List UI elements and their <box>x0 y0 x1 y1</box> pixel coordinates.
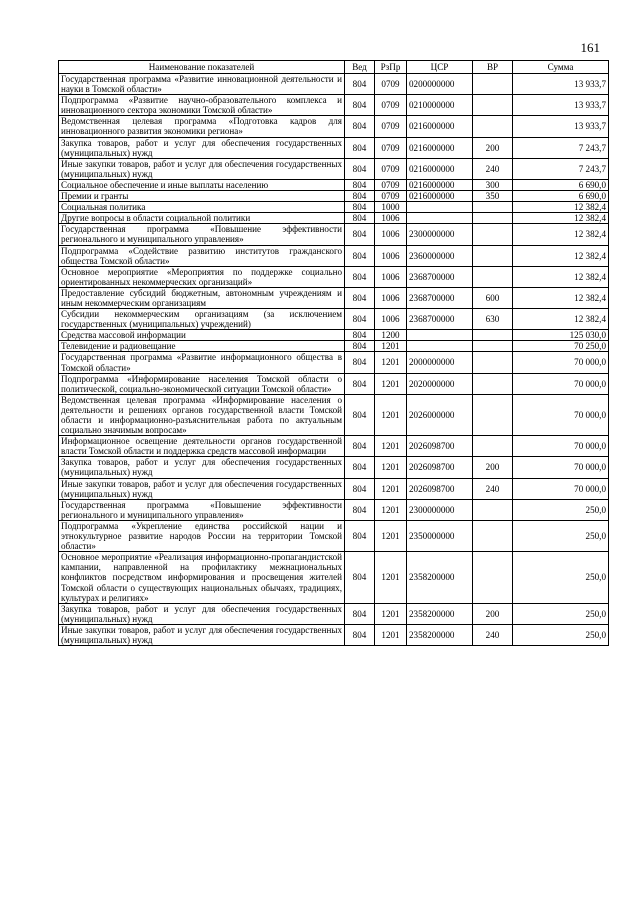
cell-vr: 200 <box>473 603 513 624</box>
cell-rzpr: 0709 <box>375 95 407 116</box>
cell-ved: 804 <box>345 309 375 330</box>
table-body <box>59 74 609 646</box>
header-ved: Вед <box>345 61 375 74</box>
cell-ved: 804 <box>345 74 375 95</box>
table-row <box>59 436 609 457</box>
cell-ved: 804 <box>345 224 375 245</box>
cell-csr: 2360000000 <box>407 245 473 266</box>
cell-csr: 2358200000 <box>407 552 473 603</box>
cell-name: Государственная программа «Развитие информационного общества в Томской области» <box>59 352 345 373</box>
cell-vr: 300 <box>473 179 513 190</box>
cell-vr: 240 <box>473 478 513 499</box>
cell-vr <box>473 245 513 266</box>
cell-vr <box>473 202 513 213</box>
cell-vr <box>473 266 513 287</box>
cell-name: Основное мероприятие «Мероприятия по поддержке социально ориентированных некоммерческих организаций» <box>59 266 345 287</box>
table-row <box>59 520 609 551</box>
cell-sum: 70 000,0 <box>513 478 609 499</box>
cell-sum: 12 382,4 <box>513 266 609 287</box>
table-row <box>59 213 609 224</box>
cell-ved: 804 <box>345 213 375 224</box>
cell-vr <box>473 95 513 116</box>
cell-ved: 804 <box>345 95 375 116</box>
cell-rzpr: 0709 <box>375 158 407 179</box>
cell-vr: 200 <box>473 137 513 158</box>
cell-vr <box>473 213 513 224</box>
cell-ved: 804 <box>345 330 375 341</box>
cell-sum: 12 382,4 <box>513 202 609 213</box>
table-row <box>59 95 609 116</box>
cell-rzpr: 1006 <box>375 245 407 266</box>
cell-rzpr: 1006 <box>375 287 407 308</box>
cell-name: Иные закупки товаров, работ и услуг для обеспечения государственных (муниципальных) нужд <box>59 624 345 645</box>
cell-ved: 804 <box>345 352 375 373</box>
cell-sum: 12 382,4 <box>513 213 609 224</box>
cell-vr: 630 <box>473 309 513 330</box>
cell-name: Подпрограмма «Укрепление единства российской нации и этнокультурное развитие народов России на территории Томской области» <box>59 520 345 551</box>
cell-vr <box>473 373 513 394</box>
table-row <box>59 341 609 352</box>
cell-name: Государственная программа «Повышение эффективности регионального и муниципального управления» <box>59 499 345 520</box>
cell-sum: 13 933,7 <box>513 95 609 116</box>
cell-vr <box>473 74 513 95</box>
cell-ved: 804 <box>345 373 375 394</box>
table-row <box>59 457 609 478</box>
cell-sum: 250,0 <box>513 603 609 624</box>
cell-rzpr: 1201 <box>375 499 407 520</box>
cell-sum: 12 382,4 <box>513 224 609 245</box>
cell-rzpr: 1201 <box>375 352 407 373</box>
cell-rzpr: 1006 <box>375 309 407 330</box>
cell-sum: 6 690,0 <box>513 191 609 202</box>
cell-csr: 0216000000 <box>407 158 473 179</box>
cell-csr: 2026098700 <box>407 436 473 457</box>
cell-name: Подпрограмма «Информирование населения Томской области о политической, социально-экономической ситуации Томской области» <box>59 373 345 394</box>
cell-csr <box>407 213 473 224</box>
table-row <box>59 137 609 158</box>
cell-ved: 804 <box>345 137 375 158</box>
cell-vr <box>473 352 513 373</box>
cell-rzpr: 1000 <box>375 202 407 213</box>
table-row <box>59 499 609 520</box>
cell-ved: 804 <box>345 520 375 551</box>
cell-name: Иные закупки товаров, работ и услуг для обеспечения государственных (муниципальных) нужд <box>59 478 345 499</box>
cell-ved: 804 <box>345 158 375 179</box>
cell-csr: 2350000000 <box>407 520 473 551</box>
cell-name: Информационное освещение деятельности органов государственной власти Томской области и поддержка средств массовой информации <box>59 436 345 457</box>
table-row <box>59 116 609 137</box>
cell-csr: 2020000000 <box>407 373 473 394</box>
cell-rzpr: 0709 <box>375 137 407 158</box>
cell-csr: 2026098700 <box>407 457 473 478</box>
budget-table <box>58 60 609 646</box>
cell-csr: 2026098700 <box>407 478 473 499</box>
cell-csr <box>407 341 473 352</box>
cell-csr: 2368700000 <box>407 309 473 330</box>
header-name: Наименование показателей <box>59 61 345 74</box>
cell-sum: 13 933,7 <box>513 116 609 137</box>
cell-rzpr: 0709 <box>375 191 407 202</box>
cell-vr <box>473 520 513 551</box>
table-row <box>59 224 609 245</box>
cell-vr: 240 <box>473 624 513 645</box>
cell-ved: 804 <box>345 552 375 603</box>
cell-rzpr: 1006 <box>375 266 407 287</box>
cell-ved: 804 <box>345 478 375 499</box>
header-csr: ЦСР <box>407 61 473 74</box>
cell-rzpr: 1201 <box>375 603 407 624</box>
cell-name: Закупка товаров, работ и услуг для обеспечения государственных (муниципальных) нужд <box>59 603 345 624</box>
cell-ved: 804 <box>345 202 375 213</box>
cell-name: Подпрограмма «Развитие научно-образовательного комплекса и инновационного сектора экономики Томской области» <box>59 95 345 116</box>
cell-rzpr: 1201 <box>375 478 407 499</box>
cell-name: Предоставление субсидий бюджетным, автономным учреждениям и иным некоммерческим организациям <box>59 287 345 308</box>
cell-sum: 250,0 <box>513 499 609 520</box>
cell-vr: 350 <box>473 191 513 202</box>
cell-sum: 70 000,0 <box>513 436 609 457</box>
cell-csr: 2300000000 <box>407 499 473 520</box>
table-row <box>59 352 609 373</box>
cell-vr: 200 <box>473 457 513 478</box>
cell-vr: 600 <box>473 287 513 308</box>
cell-sum: 70 000,0 <box>513 352 609 373</box>
table-row <box>59 245 609 266</box>
cell-sum: 250,0 <box>513 552 609 603</box>
cell-vr: 240 <box>473 158 513 179</box>
cell-rzpr: 1200 <box>375 330 407 341</box>
header-vr: ВР <box>473 61 513 74</box>
table-row <box>59 287 609 308</box>
table-row <box>59 373 609 394</box>
table-row <box>59 603 609 624</box>
cell-csr: 2300000000 <box>407 224 473 245</box>
cell-vr <box>473 224 513 245</box>
cell-csr: 0216000000 <box>407 179 473 190</box>
cell-vr <box>473 116 513 137</box>
cell-csr: 0216000000 <box>407 116 473 137</box>
cell-name: Основное мероприятие «Реализация информационно-пропагандистской кампании, направленной на профилактику межнациональных конфликтов посредством информирования и просвещения жителей Томской области о существующих национальных обычаях, традициях, культурах и религиях» <box>59 552 345 603</box>
table-row <box>59 394 609 435</box>
cell-sum: 6 690,0 <box>513 179 609 190</box>
cell-rzpr: 1201 <box>375 520 407 551</box>
cell-csr: 0210000000 <box>407 95 473 116</box>
table-row <box>59 478 609 499</box>
cell-rzpr: 1006 <box>375 213 407 224</box>
cell-csr: 2368700000 <box>407 266 473 287</box>
cell-sum: 70 000,0 <box>513 394 609 435</box>
cell-rzpr: 1201 <box>375 341 407 352</box>
cell-name: Социальное обеспечение и иные выплаты населению <box>59 179 345 190</box>
cell-sum: 250,0 <box>513 624 609 645</box>
cell-csr: 2026000000 <box>407 394 473 435</box>
cell-name: Телевидение и радиовещание <box>59 341 345 352</box>
cell-name: Государственная программа «Развитие инновационной деятельности и науки в Томской области» <box>59 74 345 95</box>
cell-name: Иные закупки товаров, работ и услуг для обеспечения государственных (муниципальных) нужд <box>59 158 345 179</box>
cell-sum: 12 382,4 <box>513 309 609 330</box>
cell-sum: 7 243,7 <box>513 137 609 158</box>
cell-rzpr: 1201 <box>375 373 407 394</box>
cell-ved: 804 <box>345 245 375 266</box>
cell-sum: 250,0 <box>513 520 609 551</box>
table-row <box>59 191 609 202</box>
cell-sum: 7 243,7 <box>513 158 609 179</box>
cell-ved: 804 <box>345 394 375 435</box>
cell-ved: 804 <box>345 179 375 190</box>
cell-sum: 70 250,0 <box>513 341 609 352</box>
cell-rzpr: 1201 <box>375 552 407 603</box>
cell-sum: 12 382,4 <box>513 245 609 266</box>
cell-csr: 0200000000 <box>407 74 473 95</box>
cell-csr <box>407 330 473 341</box>
cell-rzpr: 0709 <box>375 179 407 190</box>
cell-ved: 804 <box>345 436 375 457</box>
cell-csr: 2358200000 <box>407 624 473 645</box>
cell-vr <box>473 552 513 603</box>
cell-vr <box>473 436 513 457</box>
cell-sum: 13 933,7 <box>513 74 609 95</box>
cell-name: Закупка товаров, работ и услуг для обеспечения государственных (муниципальных) нужд <box>59 137 345 158</box>
cell-sum: 12 382,4 <box>513 287 609 308</box>
table-row <box>59 552 609 603</box>
cell-name: Закупка товаров, работ и услуг для обеспечения государственных (муниципальных) нужд <box>59 457 345 478</box>
cell-rzpr: 1201 <box>375 436 407 457</box>
cell-name: Субсидии некоммерческим организациям (за исключением государственных (муниципальных) учреждений) <box>59 309 345 330</box>
cell-ved: 804 <box>345 266 375 287</box>
header-sum: Сумма <box>513 61 609 74</box>
cell-csr: 2358200000 <box>407 603 473 624</box>
cell-sum: 70 000,0 <box>513 373 609 394</box>
cell-name: Социальная политика <box>59 202 345 213</box>
cell-vr <box>473 330 513 341</box>
cell-name: Государственная программа «Повышение эффективности регионального и муниципального управления» <box>59 224 345 245</box>
table-row <box>59 266 609 287</box>
cell-csr: 2000000000 <box>407 352 473 373</box>
cell-vr <box>473 499 513 520</box>
table-row <box>59 309 609 330</box>
cell-ved: 804 <box>345 287 375 308</box>
cell-name: Подпрограмма «Содействие развитию институтов гражданского общества Томской области» <box>59 245 345 266</box>
cell-name: Ведомственная целевая программа «Подготовка кадров для инновационного развития экономики региона» <box>59 116 345 137</box>
cell-sum: 70 000,0 <box>513 457 609 478</box>
cell-ved: 804 <box>345 499 375 520</box>
page-number: 161 <box>580 40 600 55</box>
cell-ved: 804 <box>345 191 375 202</box>
table-row <box>59 330 609 341</box>
cell-csr: 0216000000 <box>407 137 473 158</box>
cell-ved: 804 <box>345 457 375 478</box>
cell-rzpr: 1201 <box>375 394 407 435</box>
table-row <box>59 624 609 645</box>
cell-ved: 804 <box>345 603 375 624</box>
cell-ved: 804 <box>345 624 375 645</box>
cell-csr <box>407 202 473 213</box>
cell-rzpr: 1006 <box>375 224 407 245</box>
cell-rzpr: 0709 <box>375 116 407 137</box>
cell-csr: 2368700000 <box>407 287 473 308</box>
cell-csr: 0216000000 <box>407 191 473 202</box>
header-rzpr: РзПр <box>375 61 407 74</box>
cell-ved: 804 <box>345 341 375 352</box>
table-row <box>59 202 609 213</box>
table-header-row <box>59 61 609 74</box>
cell-name: Другие вопросы в области социальной политики <box>59 213 345 224</box>
cell-vr <box>473 341 513 352</box>
cell-vr <box>473 394 513 435</box>
cell-name: Премии и гранты <box>59 191 345 202</box>
cell-rzpr: 1201 <box>375 624 407 645</box>
cell-rzpr: 1201 <box>375 457 407 478</box>
cell-rzpr: 0709 <box>375 74 407 95</box>
cell-name: Ведомственная целевая программа «Информирование населения о деятельности и решениях органов государственной власти Томской области и информационно-разъяснительная работа по актуальным социально значимым вопросам» <box>59 394 345 435</box>
cell-ved: 804 <box>345 116 375 137</box>
table-row <box>59 74 609 95</box>
table-row <box>59 158 609 179</box>
cell-sum: 125 030,0 <box>513 330 609 341</box>
cell-name: Средства массовой информации <box>59 330 345 341</box>
table-row <box>59 179 609 190</box>
